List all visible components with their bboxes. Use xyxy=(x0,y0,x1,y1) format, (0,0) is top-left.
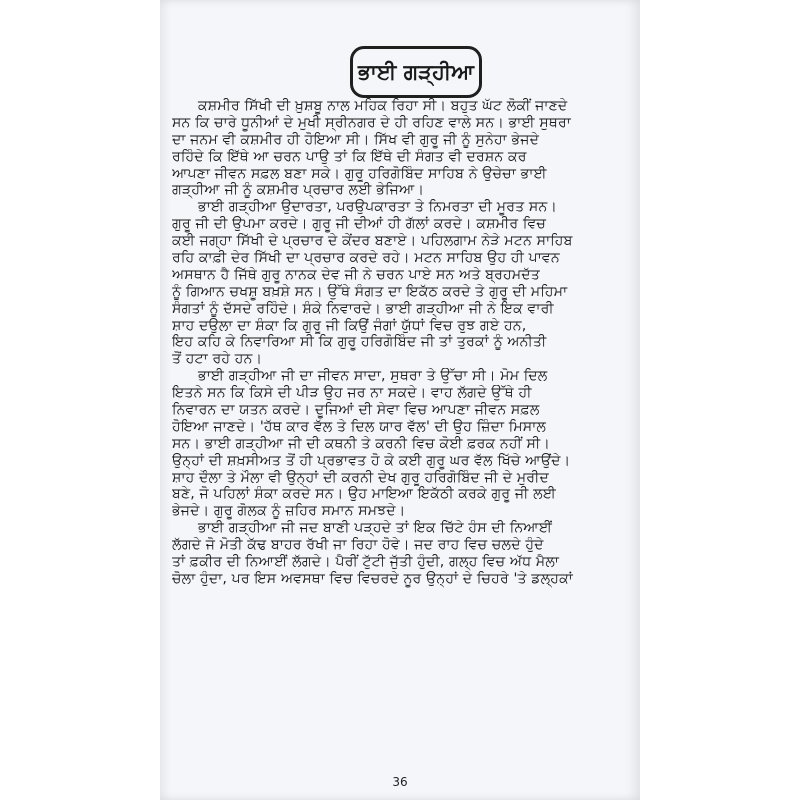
text-line: ਕਈ ਜਗ੍ਹਾ ਸਿੱਖੀ ਦੇ ਪ੍ਰਚਾਰ ਦੇ ਕੇਂਦਰ ਬਣਾਏ। ਪਹਿਲਗਾਮ ਨੇੜੇ ਮਟਨ ਸਾਹਿਬ xyxy=(172,233,573,250)
text-line: ਭੇਜਦੇ। ਗੁਰੂ ਗੋਲਕ ਨੂੰ ਜ਼ਹਿਰ ਸਮਾਨ ਸਮਝਦੇ। xyxy=(172,503,406,520)
text-line: ਭਾਈ ਗੜ੍ਹੀਆ ਜੀ ਜਦ ਬਾਣੀ ਪੜ੍ਹਦੇ ਤਾਂ ਇਕ ਚਿੱਟੇ ਹੰਸ ਦੀ ਨਿਆਈਂ xyxy=(198,520,553,537)
text-line: ਨਿਵਾਰਨ ਦਾ ਯਤਨ ਕਰਦੇ। ਦੂਜਿਆਂ ਦੀ ਸੇਵਾ ਵਿਚ ਆਪਣਾ ਜੀਵਨ ਸਫ਼ਲ xyxy=(172,402,540,419)
text-line: ਸੰਗਤਾਂ ਨੂੰ ਦੱਸਦੇ ਰਹਿੰਦੇ। ਸ਼ੰਕੇ ਨਿਵਾਰਦੇ। ਭਾਈ ਗੜ੍ਹੀਆ ਜੀ ਨੇ ਇਕ ਵਾਰੀ xyxy=(172,300,554,317)
text-line: ਅਸਥਾਨ ਹੈ ਜਿੱਥੇ ਗੁਰੂ ਨਾਨਕ ਦੇਵ ਜੀ ਨੇ ਚਰਨ ਪਾਏ ਸਨ ਅਤੇ ਬ੍ਰਹਮਦੱਤ xyxy=(172,266,540,283)
text-line: ਤੋਂ ਹਟਾ ਰਹੇ ਹਨ। xyxy=(172,351,263,368)
text-line: ਸਨ। ਭਾਈ ਗੜ੍ਹੀਆ ਜੀ ਦੀ ਕਥਨੀ ਤੇ ਕਰਨੀ ਵਿਚ ਕੋਈ ਫ਼ਰਕ ਨਹੀਂ ਸੀ। xyxy=(172,435,551,452)
chapter-title: ਭਾਈ ਗੜ੍ਹੀਆ xyxy=(350,46,482,98)
text-line: ਸਨ ਕਿ ਚਾਰੇ ਧੂਨੀਆਂ ਦੇ ਮੁਖੀ ਸ੍ਰੀਨਗਰ ਦੇ ਹੀ ਰਹਿਣ ਵਾਲੇ ਸਨ। ਭਾਈ ਸੁਥਰਾ xyxy=(172,114,571,131)
text-line: ਸ਼ਾਹ ਦਉਲਾ ਦਾ ਸ਼ੰਕਾ ਕਿ ਗੁਰੂ ਜੀ ਕਿਉਂ ਜੰਗਾਂ ਯੁੱਧਾਂ ਵਿਚ ਰੁਝ ਗਏ ਹਨ, xyxy=(172,317,527,334)
text-line: ਹੋਇਆ ਜਾਣਦੇ। 'ਹੱਥ ਕਾਰ ਵੱਲ ਤੇ ਦਿਲ ਯਾਰ ਵੱਲ' ਦੀ ਉਹ ਜ਼ਿੰਦਾ ਮਿਸਾਲ xyxy=(172,418,547,435)
text-line: ਸ਼ਾਹ ਦੌਲਾ ਤੇ ਮੌਲਾ ਵੀ ਉਨ੍ਹਾਂ ਦੀ ਕਰਨੀ ਦੇਖ ਗੁਰੂ ਹਰਿਗੋਬਿੰਦ ਜੀ ਦੇ ਮੁਰੀਦ xyxy=(172,469,549,486)
text-line: ਰਹਿ ਕਾਫ਼ੀ ਦੇਰ ਸਿੱਖੀ ਦਾ ਪ੍ਰਚਾਰ ਕਰਦੇ ਰਹੇ। ਮਟਨ ਸਾਹਿਬ ਉਹ ਹੀ ਪਾਵਨ xyxy=(172,250,560,267)
text-line: ਗੁਰੂ ਜੀ ਦੀ ਉਪਮਾ ਕਰਦੇ। ਗੁਰੂ ਜੀ ਦੀਆਂ ਹੀ ਗੱਲਾਂ ਕਰਦੇ। ਕਸ਼ਮੀਰ ਵਿਚ xyxy=(172,216,547,233)
text-line: ਭਾਈ ਗੜ੍ਹੀਆ ਉਦਾਰਤਾ, ਪਰਉਪਕਾਰਤਾ ਤੇ ਨਿਮਰਤਾ ਦੀ ਮੂਰਤ ਸਨ। xyxy=(198,199,558,216)
page-body xyxy=(172,98,632,766)
text-line: ਇਹ ਕਹਿ ਕੇ ਨਿਵਾਰਿਆ ਸੀ ਕਿ ਗੁਰੂ ਹਰਿਗੋਬਿੰਦ ਜੀ ਤਾਂ ਤੁਰਕਾਂ ਨੂੰ ਅਨੀਤੀ xyxy=(172,334,547,351)
text-line: ਬਣੇ, ਜੋ ਪਹਿਲਾਂ ਸ਼ੰਕਾ ਕਰਦੇ ਸਨ। ਉਹ ਮਾਇਆ ਇਕੱਠੀ ਕਰਕੇ ਗੁਰੂ ਜੀ ਲਈ xyxy=(172,486,557,503)
book-page xyxy=(160,0,640,800)
text-line: ਉਨ੍ਹਾਂ ਦੀ ਸ਼ਖ਼ਸੀਅਤ ਤੋਂ ਹੀ ਪ੍ਰਭਾਵਤ ਹੋ ਕੇ ਕਈ ਗੁਰੂ ਘਰ ਵੱਲ ਖਿੱਚੇ ਆਉਂਦੇ। xyxy=(172,452,571,469)
text-line: ਆਪਣਾ ਜੀਵਨ ਸਫ਼ਲ ਬਣਾ ਸਕੇ। ਗੁਰੂ ਹਰਿਗੋਬਿੰਦ ਸਾਹਿਬ ਨੇ ਉਚੇਚਾ ਭਾਈ xyxy=(172,165,547,182)
text-line: ਇਤਨੇ ਸਨ ਕਿ ਕਿਸੇ ਦੀ ਪੀੜ ਉਹ ਜਰ ਨਾ ਸਕਦੇ। ਵਾਹ ਲੱਗਦੇ ਉੱਥੇ ਹੀ xyxy=(172,385,532,402)
text-line: ਤਾਂ ਫ਼ਕੀਰ ਦੀ ਨਿਆਈਂ ਲੱਗਦੇ। ਪੈਰੀਂ ਟੁੱਟੀ ਜੁੱਤੀ ਹੁੰਦੀ, ਗਲ੍ਹ ਵਿਚ ਅੱਧ ਮੈਲਾ xyxy=(172,554,560,571)
text-line: ਲੱਗਦੇ ਜੋ ਮੋਤੀ ਕੱਢ ਬਾਹਰ ਰੱਖੀ ਜਾ ਰਿਹਾ ਹੋਵੇ। ਜਦ ਰਾਹ ਵਿਚ ਚਲਦੇ ਹੁੰਦੇ xyxy=(172,537,544,554)
text-line: ਨੂੰ ਗਿਆਨ ਚਖਸ਼ੂ ਬਖ਼ਸ਼ੇ ਸਨ। ਉੱਥੇ ਸੰਗਤ ਦਾ ਇਕੱਠ ਕਰਦੇ ਤੇ ਗੁਰੂ ਦੀ ਮਹਿਮਾ xyxy=(172,283,568,300)
text-line: ਕਸ਼ਮੀਰ ਸਿੱਖੀ ਦੀ ਖ਼ੁਸ਼ਬੂ ਨਾਲ ਮਹਿਕ ਰਿਹਾ ਸੀ। ਬਹੁਤ ਘੱਟ ਲੋਕੀਂ ਜਾਣਦੇ xyxy=(198,98,568,114)
text-line: ਭਾਈ ਗੜ੍ਹੀਆ ਜੀ ਦਾ ਜੀਵਨ ਸਾਦਾ, ਸੁਥਰਾ ਤੇ ਉੱਚਾ ਸੀ। ਮੋਮ ਦਿਲ xyxy=(198,368,548,385)
text-line: ਰਹਿੰਦੇ ਕਿ ਇੱਥੇ ਆ ਚਰਨ ਪਾਉ ਤਾਂ ਕਿ ਇੱਥੇ ਦੀ ਸੰਗਤ ਵੀ ਦਰਸ਼ਨ ਕਰ xyxy=(172,148,527,165)
text-line: ਗੜ੍ਹੀਆ ਜੀ ਨੂੰ ਕਸ਼ਮੀਰ ਪ੍ਰਚਾਰ ਲਈ ਭੇਜਿਆ। xyxy=(172,182,425,199)
page-number: 36 xyxy=(392,775,408,789)
text-line: ਚੋਲਾ ਹੁੰਦਾ, ਪਰ ਇਸ ਅਵਸਥਾ ਵਿਚ ਵਿਚਰਦੇ ਨੂਰ ਉਨ੍ਹਾਂ ਦੇ ਚਿਹਰੇ 'ਤੇ ਡਲ੍ਹਕਾਂ xyxy=(172,570,573,587)
text-line: ਦਾ ਜਨਮ ਵੀ ਕਸ਼ਮੀਰ ਹੀ ਹੋਇਆ ਸੀ। ਸਿੱਖ ਵੀ ਗੁਰੂ ਜੀ ਨੂੰ ਸੁਨੇਹਾ ਭੇਜਦੇ xyxy=(172,131,540,148)
